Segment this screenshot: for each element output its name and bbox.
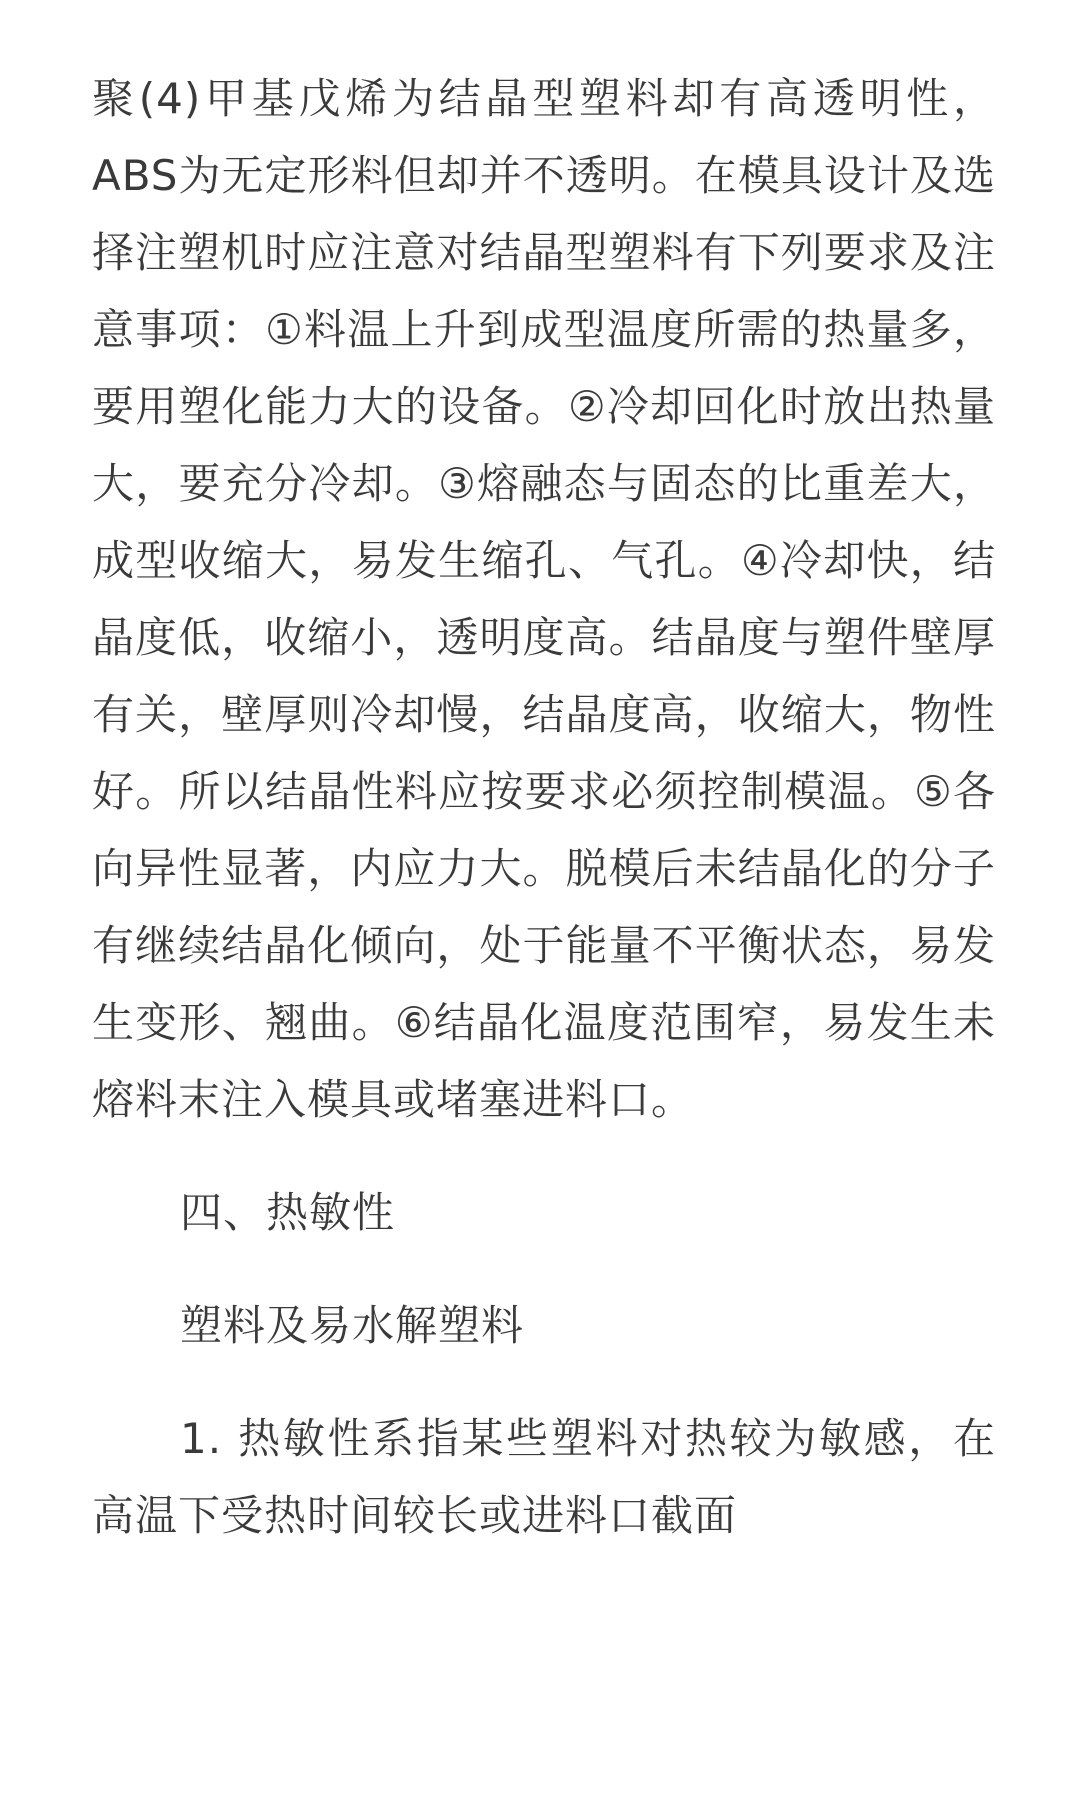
body-paragraph-heat-sensitivity: 1. 热敏性系指某些塑料对热较为敏感，在高温下受热时间较长或进料口截面 [92,1414,996,1540]
section-subheading: 塑料及易水解塑料 [180,1301,525,1350]
section-heading-heat-sensitivity: 四、热敏性 [180,1188,396,1237]
body-paragraph-crystalline: 聚(4)甲基戊烯为结晶型塑料却有高透明性，ABS为无定形料但却并不透明。在模具设计及选择注塑机时应注意对结晶型塑料有下列要求及注意事项：①料温上升到成型温度所需的热量多，要用塑化能力大的设备。②冷却回化时放出热量大，要充分冷却。③熔融态与固态的比重差大，成型收缩大，易发生缩孔、气孔。④冷却快，结晶度低，收缩小，透明度高。结晶度与塑件壁厚有关，壁厚则冷却慢，结晶度高，收缩大，物性好。所以结晶性料应按要求必须控制模温。⑤各向异性显著，内应力大。脱模后未结晶化的分子有继续结晶化倾向，处于能量不平衡状态，易发生变形、翘曲。⑥结晶化温度范围窄，易发生未熔料末注入模具或堵塞进料口。 [92,74,996,1124]
article-body [92,60,996,1554]
